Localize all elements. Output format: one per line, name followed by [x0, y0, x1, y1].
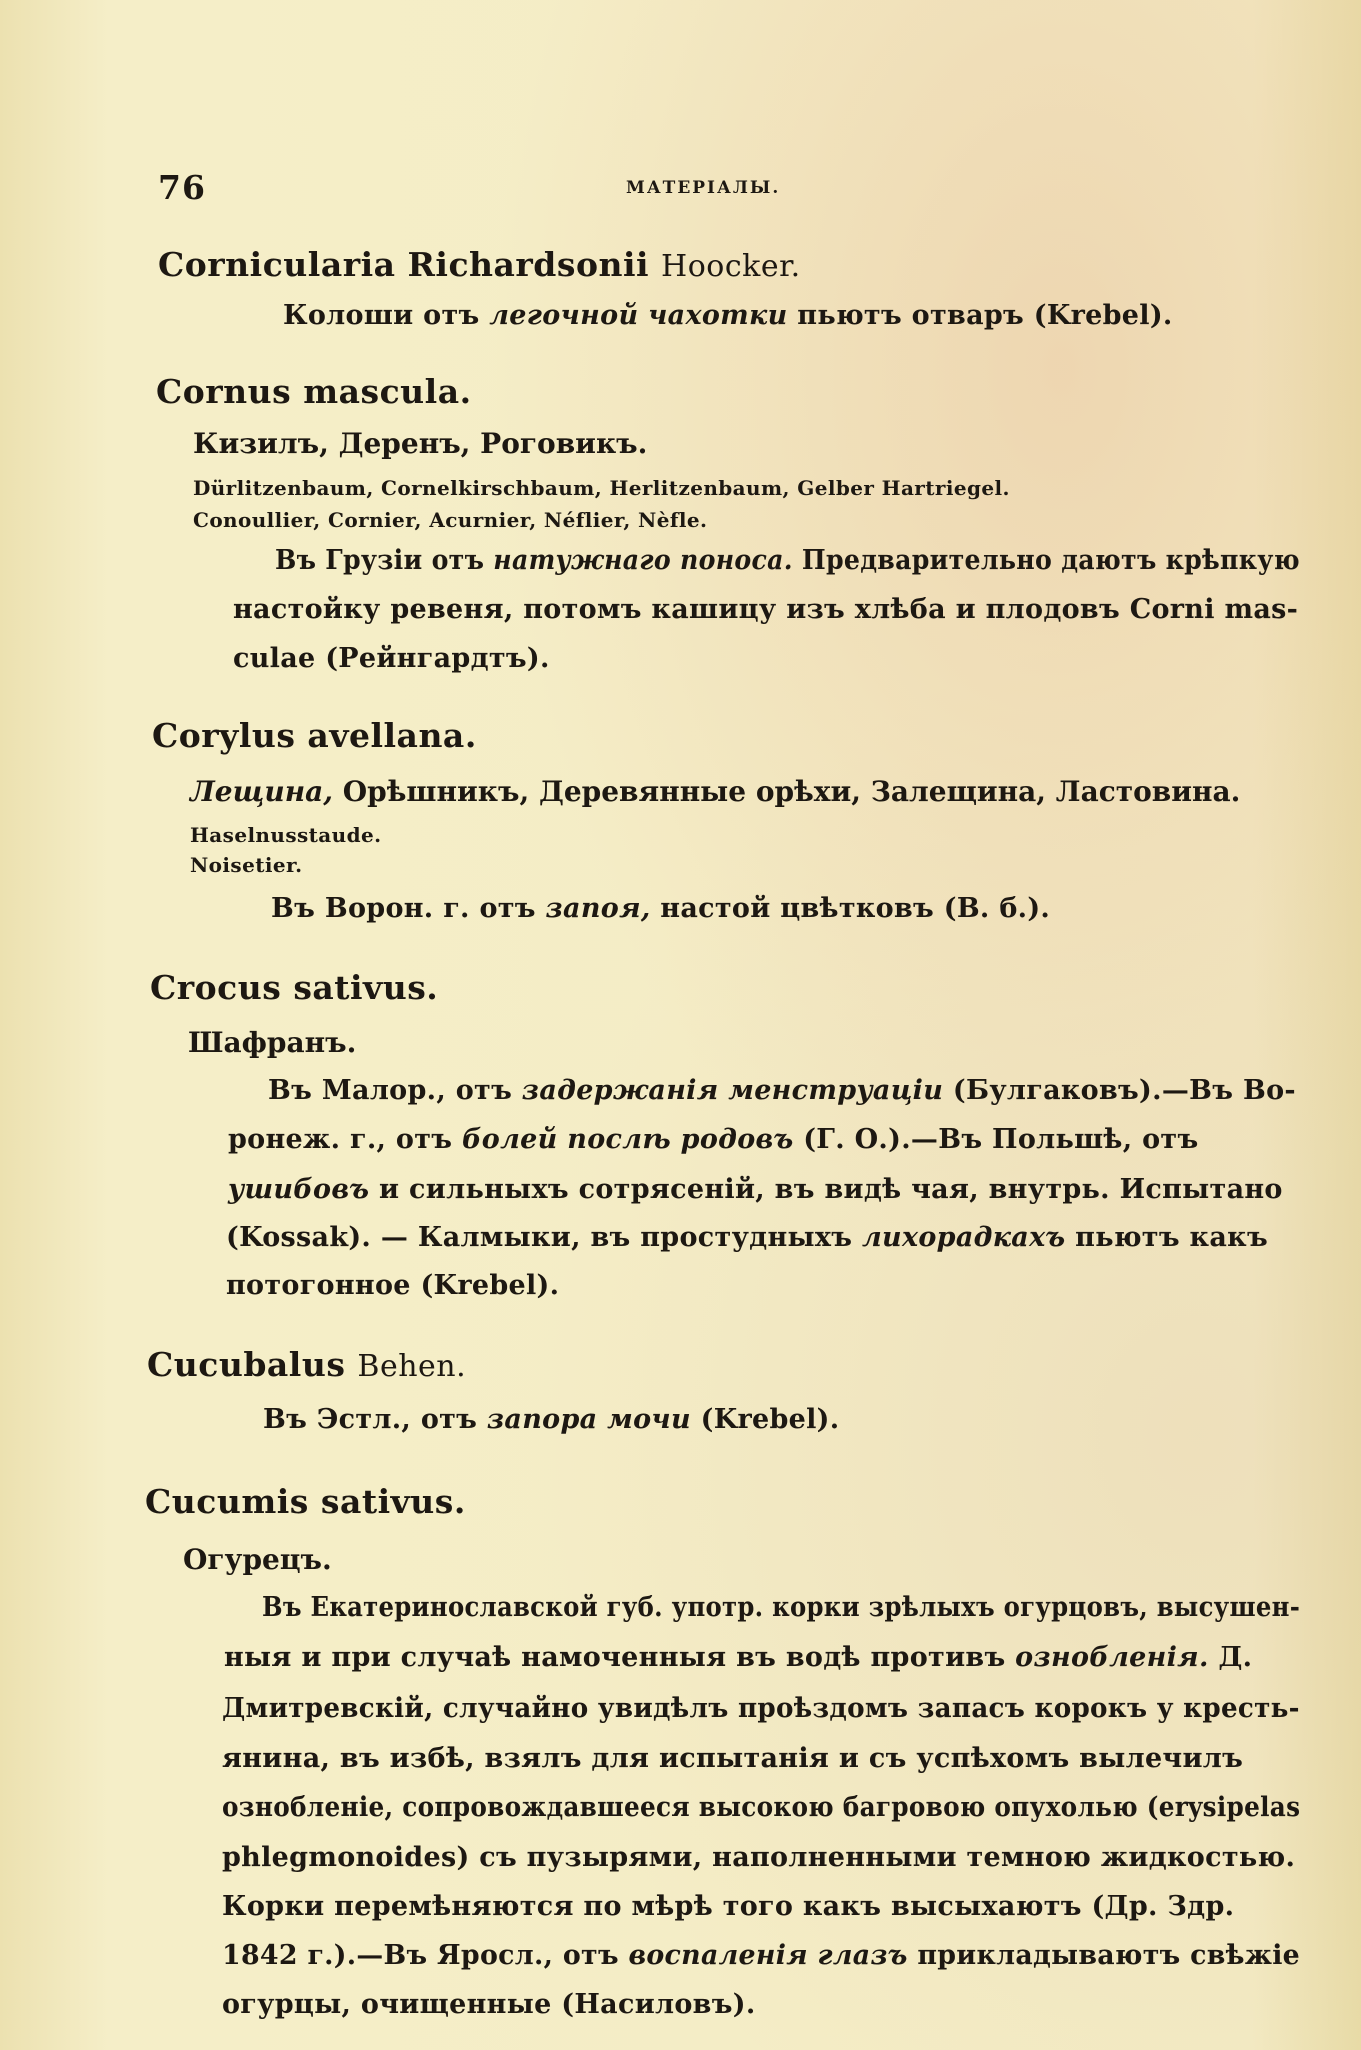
text-segment: 1842 г.).—Въ Яросл., отъ — [222, 1940, 629, 1971]
common-names — [190, 775, 1240, 808]
latin-name: Cucubalus — [147, 1345, 346, 1384]
text-line — [224, 1642, 1252, 1673]
text-segment: пьютъ отваръ (Krebel). — [787, 300, 1173, 331]
italic-segment: ушибовъ — [228, 1174, 370, 1205]
entry-title — [150, 968, 438, 1007]
text-segment: пьютъ какъ — [1065, 1222, 1268, 1253]
text-line — [233, 643, 550, 674]
text-line — [228, 1174, 1283, 1205]
text-line — [228, 1124, 1198, 1155]
text-line — [275, 545, 1300, 576]
text-line — [271, 893, 1050, 924]
german-names: Haselnusstaude. — [190, 823, 382, 847]
text-segment: настой цвѣтковъ (В. б.). — [650, 893, 1051, 924]
text-line — [222, 1940, 1300, 1971]
italic-segment: легочной чахотки — [489, 300, 788, 331]
common-names: Шафранъ. — [188, 1026, 357, 1059]
text-segment: ныя и при случаѣ намоченныя въ водѣ противъ — [224, 1642, 1016, 1673]
italic-segment: лихорадкахъ — [861, 1222, 1066, 1253]
page-header — [158, 168, 1208, 208]
author-name: Behen. — [357, 1349, 467, 1384]
text-segment: Въ Грузіи отъ — [275, 545, 494, 576]
author-name: Hoocker. — [661, 249, 801, 284]
text-segment: Предварительно даютъ крѣпкую — [792, 545, 1300, 576]
latin-name: Corylus avellana. — [152, 716, 477, 755]
common-names: Кизилъ, Деренъ, Роговикъ. — [193, 427, 648, 460]
text-segment: потогонное (Krebel). — [226, 1270, 560, 1301]
text-segment: Орѣшникъ, Деревянные орѣхи, Залещина, Ластовина. — [333, 775, 1241, 808]
text-segment: ознобленіе, сопровождавшееся высокою багровою опухолью (erysipelas — [222, 1792, 1301, 1823]
italic-segment: воспаленія глазъ — [628, 1940, 908, 1971]
italic-segment: натужнаго поноса. — [493, 545, 793, 576]
common-names: Огурецъ. — [183, 1543, 332, 1576]
entry-title — [152, 716, 477, 755]
latin-name: Cornus mascula. — [156, 372, 472, 411]
text-segment: phlegmonoides) съ пузырями, наполненными темною жидкостью. — [222, 1842, 1296, 1873]
text-segment: culae (Рейнгардтъ). — [233, 643, 550, 674]
latin-name: Cornicularia Richardsonii — [158, 245, 650, 284]
text-segment: и сильныхъ сотрясеній, въ видѣ чая, внутрь. Испытано — [369, 1174, 1283, 1205]
text-segment: (Булгаковъ).—Въ Во- — [943, 1075, 1296, 1106]
italic-segment: болей послѣ родовъ — [462, 1124, 794, 1155]
french-names: Noisetier. — [190, 853, 303, 877]
italic-segment: запоя, — [545, 893, 651, 924]
text-segment: Колоши отъ — [283, 300, 490, 331]
text-line — [226, 1222, 1268, 1253]
text-segment: Въ Ворон. г. отъ — [271, 893, 546, 924]
entry-title — [156, 372, 472, 411]
latin-name: Cucumis sativus. — [145, 1482, 466, 1521]
text-line — [222, 1743, 1243, 1774]
text-segment: (Г. О.).—Въ Польшѣ, отъ — [793, 1124, 1199, 1155]
page-number: 76 — [158, 168, 206, 207]
latin-name: Crocus sativus. — [150, 968, 439, 1007]
text-segment: Въ Екатеринославской губ. употр. корки зрѣлыхъ огурцовъ, высушен- — [262, 1592, 1301, 1623]
text-segment: Въ Эстл., отъ — [263, 1404, 487, 1435]
running-head: МАТЕРІАЛЫ. — [626, 178, 781, 198]
italic-segment: ознобленія. — [1015, 1642, 1209, 1673]
text-segment: (Kossak). — Калмыки, въ простудныхъ — [226, 1222, 862, 1253]
text-segment: Дмитревскій, случайно увидѣлъ проѣздомъ запасъ корокъ у кресть- — [222, 1693, 1300, 1724]
text-line — [222, 1842, 1295, 1873]
text-segment: огурцы, очищенные (Насиловъ). — [222, 1989, 756, 2020]
text-line — [222, 1693, 1300, 1724]
text-segment: прикладываютъ свѣжіе — [907, 1940, 1301, 1971]
italic-segment: задержанія менструаціи — [521, 1075, 944, 1106]
text-line — [283, 300, 1173, 331]
french-names: Conoullier, Cornier, Acurnier, Néflier, Nèfle. — [193, 508, 708, 532]
text-segment: Корки перемѣняются по мѣрѣ того какъ высыхаютъ (Др. Здр. — [222, 1891, 1235, 1922]
text-segment: Д. — [1208, 1642, 1253, 1673]
text-segment: (Krebel). — [690, 1404, 840, 1435]
text-line — [222, 1989, 756, 2020]
german-names: Dürlitzenbaum, Cornelkirschbaum, Herlitzenbaum, Gelber Hartriegel. — [193, 476, 1010, 500]
entry-title — [147, 1345, 466, 1384]
text-line — [233, 594, 1298, 625]
text-segment: янина, въ избѣ, взялъ для испытанія и съ успѣхомъ вылечилъ — [222, 1743, 1244, 1774]
italic-segment: Лещина, — [190, 775, 333, 808]
entry-title — [145, 1482, 466, 1521]
text-line — [226, 1270, 559, 1301]
text-segment: Въ Малор., отъ — [268, 1075, 522, 1106]
text-segment: настойку ревеня, потомъ кашицу изъ хлѣба и плодовъ Corni mas- — [233, 594, 1299, 625]
text-line — [262, 1592, 1300, 1623]
text-segment: ронеж. г., отъ — [228, 1124, 462, 1155]
text-line — [222, 1891, 1234, 1922]
text-line — [263, 1404, 839, 1435]
text-line — [268, 1075, 1296, 1106]
italic-segment: запора мочи — [486, 1404, 691, 1435]
text-line — [222, 1792, 1300, 1823]
entry-title — [158, 245, 801, 284]
